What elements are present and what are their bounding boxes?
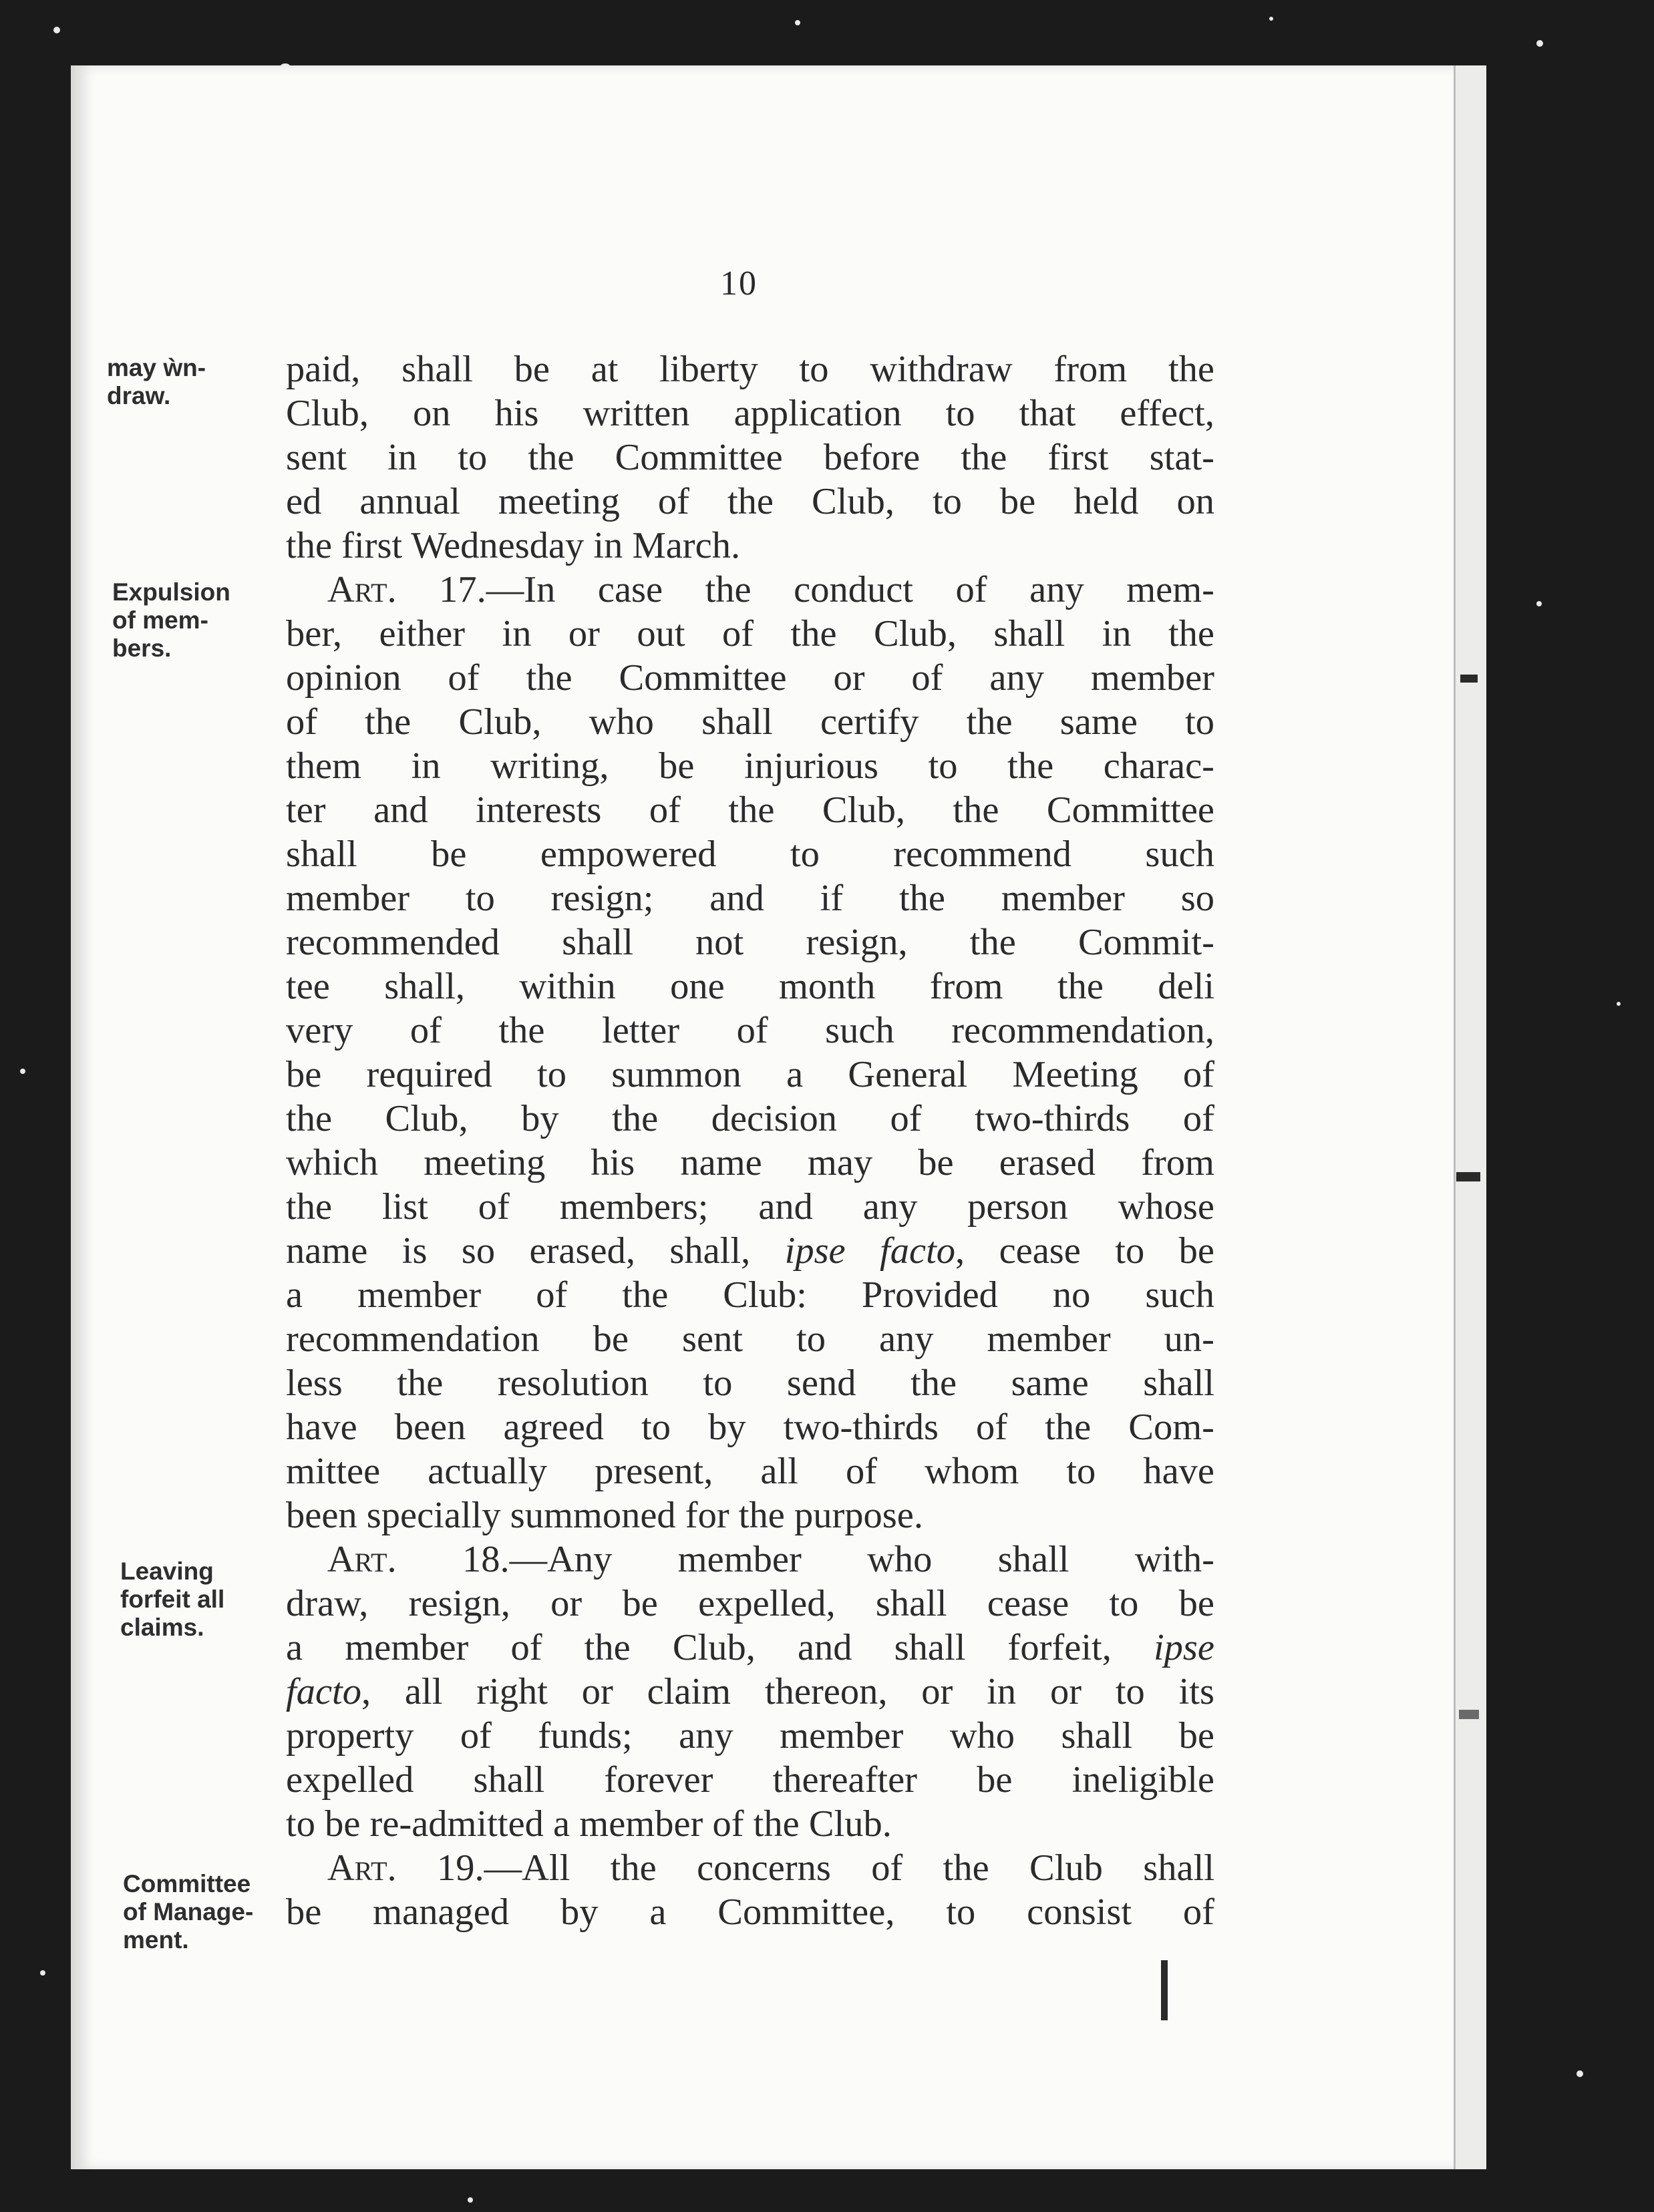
sidenote-line: bers. (112, 634, 172, 662)
text-line: expelled shall forever thereafter be ineligible (286, 1759, 1214, 1801)
text-line: very of the letter of such recommendation, (286, 1010, 1214, 1051)
italic-run: ipse (1153, 1627, 1214, 1668)
text-line: shall be empowered to recommend such (286, 834, 1214, 875)
scan-speck (1536, 601, 1542, 606)
article-label: Art. (327, 1847, 397, 1889)
sidenote-withdraw (107, 354, 274, 410)
text-line: Club, on his written application to that effect, (286, 393, 1214, 434)
text-line: the first Wednesday in March. (286, 525, 741, 566)
text-line (286, 1626, 1214, 1670)
article-label: Art. (327, 1539, 397, 1580)
scan-speck (1577, 2070, 1583, 2077)
scan-speck (40, 1970, 45, 1976)
text-line: the list of members; and any person whose (286, 1186, 1214, 1228)
sidenote-line: ment. (123, 1926, 189, 1954)
ink-mark (1161, 1960, 1168, 2020)
text-line: be required to summon a General Meeting of (286, 1054, 1214, 1095)
text-line: them in writing, be injurious to the charac- (286, 745, 1214, 787)
text-line: the Club, by the decision of two-thirds of (286, 1098, 1214, 1139)
sidenote-expulsion (112, 578, 279, 663)
text-line: mittee actually present, all of whom to have (286, 1451, 1214, 1492)
article-19-heading (286, 1846, 1214, 1890)
text-line: member to resign; and if the member so (286, 878, 1214, 919)
text-line: draw, resign, or be expelled, shall cease to be (286, 1583, 1214, 1624)
text-line: less the resolution to send the same shall (286, 1362, 1214, 1404)
scan-speck (1617, 1002, 1621, 1006)
text-line: property of funds; any member who shall be (286, 1715, 1214, 1757)
ink-mark (1460, 675, 1478, 683)
article-label: Art. (327, 569, 397, 610)
text-line: a member of the Club: Provided no such (286, 1274, 1214, 1316)
text-line: recommended shall not resign, the Commit- (286, 922, 1214, 963)
sidenote-line: Committee (123, 1870, 251, 1897)
scan-speck (795, 20, 800, 25)
text-run: name is so erased, shall, (286, 1230, 751, 1272)
sidenote-line: Expulsion (112, 578, 230, 606)
ink-mark (1459, 1710, 1479, 1719)
text-line: tee shall, within one month from the deli (286, 966, 1214, 1007)
facing-page-edge (1454, 65, 1486, 2169)
sidenote-line: of mem- (112, 606, 208, 634)
text-line: be managed by a Committee, to consist of (286, 1891, 1214, 1933)
sidenote-leaving (120, 1557, 287, 1642)
scan-speck (1269, 17, 1273, 21)
text-run: 18.—Any member who shall with- (396, 1539, 1214, 1580)
ink-mark (1456, 1172, 1480, 1181)
scan-speck (1536, 40, 1543, 47)
text-line: to be re-admitted a member of the Club. (286, 1803, 892, 1845)
text-line (286, 1670, 1214, 1714)
text-run: 19.—All the concerns of the Club shall (396, 1847, 1214, 1889)
text-line: paid, shall be at liberty to withdraw from the (286, 349, 1214, 390)
text-line: opinion of the Committee or of any member (286, 657, 1214, 699)
sidenote-line: claims. (120, 1614, 204, 1641)
text-line: ber, either in or out of the Club, shall in the (286, 613, 1214, 655)
text-run: a member of the Club, and shall forfeit, (286, 1627, 1112, 1668)
article-18-heading (286, 1537, 1214, 1582)
text-line: recommendation be sent to any member un- (286, 1318, 1214, 1360)
italic-run: ipse facto (784, 1230, 956, 1272)
page-number: 10 (720, 264, 758, 303)
text-run: , cease to be (955, 1230, 1214, 1272)
text-line: which meeting his name may be erased from (286, 1142, 1214, 1183)
text-line: of the Club, who shall certify the same to (286, 701, 1214, 743)
text-line: have been agreed to by two-thirds of the Com- (286, 1407, 1214, 1448)
text-line: been specially summoned for the purpose. (286, 1495, 923, 1536)
text-line: ter and interests of the Club, the Committee (286, 789, 1214, 831)
sidenote-line: of Manage- (123, 1898, 254, 1925)
text-line: ed annual meeting of the Club, to be held on (286, 481, 1214, 522)
body-text (286, 347, 1214, 1934)
text-run: 17.—In case the conduct of any mem- (396, 569, 1214, 610)
italic-run: facto (286, 1671, 361, 1712)
sidenote-line: forfeit all (120, 1586, 225, 1613)
sidenote-line: Leaving (120, 1557, 214, 1585)
text-line (286, 1229, 1214, 1273)
scan-speck (468, 2197, 473, 2203)
sidenote-line: draw. (107, 382, 171, 409)
sidenote-committee (123, 1870, 290, 1954)
article-17-heading (286, 568, 1214, 612)
text-run: , all right or claim thereon, or in or to its (361, 1671, 1214, 1712)
text-line: sent in to the Committee before the first stat- (286, 437, 1214, 478)
scan-speck (53, 27, 60, 33)
scan-speck (20, 1069, 25, 1074)
sidenote-line: may ẁ​n- (107, 354, 206, 381)
